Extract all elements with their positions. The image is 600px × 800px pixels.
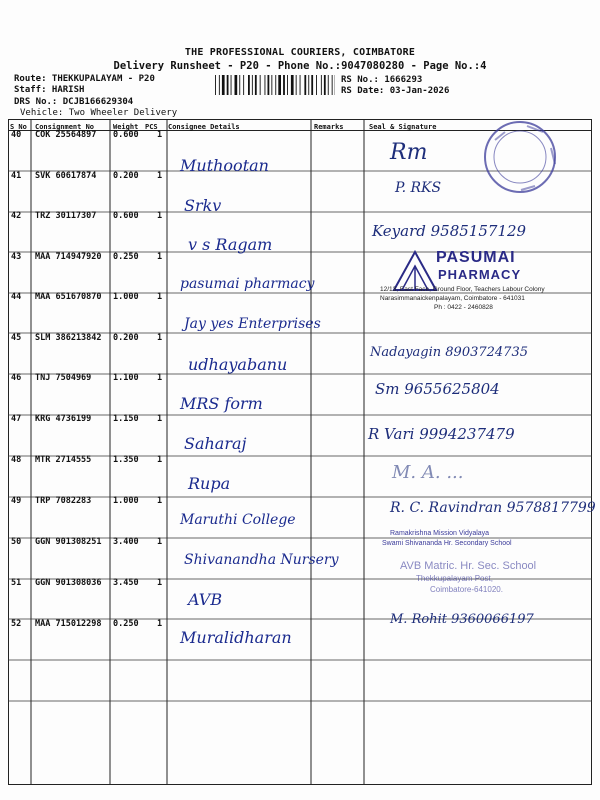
row-45-consignee: udhayabanu [188,355,288,374]
barcode-bar [328,75,329,95]
barcode-bar [248,75,250,95]
signature-row-48: M. A. ... [392,462,464,483]
signature-row-42: Keyard 9585157129 [372,222,527,240]
signature-row-41: P. RKS [395,180,442,196]
row-40-consignment-no: COK 25564897 [35,130,97,140]
row-51-consignee: AVB [188,590,223,609]
school-line-2: Swami Shivananda Hr. Secondary School [382,540,512,547]
barcode-image [215,75,335,95]
row-47-sno: 47 [11,414,22,424]
barcode-bar [321,75,322,95]
barcode-bar [275,75,276,95]
row-46-consignment-no: TNJ 7504969 [35,373,92,383]
rs-date-field: RS Date: 03-Jan-2026 [341,86,450,96]
row-43-sno: 43 [11,252,22,262]
barcode-bar [268,75,270,95]
col-header-consignee: Consignee Details [168,123,240,131]
route-field: Route: THEKKUPALAYAM - P20 [14,74,155,84]
row-42-weight: 0.600 [113,211,139,221]
row-40-consignee: Muthootan [180,156,269,175]
row-48-weight: 1.350 [113,455,139,465]
row-46-consignee: MRS form [180,394,263,413]
col-header-sno: S No [10,123,27,131]
col-header-seal: Seal & Signature [369,123,437,131]
row-50-consignee: Shivanandha Nursery [184,552,339,568]
barcode-bar [260,75,261,95]
row-52-pcs: 1 [157,619,163,629]
barcode-bar [283,75,285,95]
barcode-bar [304,75,306,95]
row-46-weight: 1.100 [113,373,139,383]
row-50-weight: 3.400 [113,537,139,547]
row-43-consignee: pasumai pharmacy [180,276,315,292]
barcode-bar [239,75,240,95]
row-46-sno: 46 [11,373,22,383]
vehicle-field: Vehicle: Two Wheeler Delivery [20,108,178,118]
row-44-consignment-no: MAA 651670870 [35,292,102,302]
row-49-pcs: 1 [157,496,163,506]
barcode-bar [235,75,238,95]
col-header-remarks: Remarks [314,123,344,131]
barcode-bar [278,75,281,95]
row-49-consignment-no: TRP 7082283 [35,496,92,506]
barcode-bar [332,75,333,95]
row-52-weight: 0.250 [113,619,139,629]
runsheet-subtitle: Delivery Runsheet - P20 - Phone No.:9047080280 - Page No.:4 [113,60,487,72]
row-47-consignee: Saharaj [184,434,247,453]
col-header-consignment: Consignment No [35,123,95,131]
row-44-pcs: 1 [157,292,163,302]
row-45-weight: 0.200 [113,333,139,343]
school-line-1: Ramakrishna Mission Vidyalaya [390,530,490,537]
pasumai-address-2: Narasimmanaickenpalayam, Coimbatore - 641031 [380,295,525,302]
row-40-pcs: 1 [157,130,163,140]
row-44-weight: 1.000 [113,292,139,302]
row-50-pcs: 1 [157,537,163,547]
row-47-consignment-no: KRG 4736199 [35,414,92,424]
row-44-sno: 44 [11,292,22,302]
row-48-consignment-no: MTR 2714555 [35,455,92,465]
pasumai-pharmacy-stamp [378,240,593,312]
signature-row-46: Sm 9655625804 [375,380,500,398]
barcode-bar [231,75,232,95]
row-45-consignment-no: SLM 386213842 [35,333,102,343]
row-52-sno: 52 [11,619,22,629]
signature-row-47: R Vari 9994237479 [368,425,515,443]
row-41-pcs: 1 [157,171,163,181]
row-47-pcs: 1 [157,414,163,424]
barcode-bar [222,75,225,95]
rs-no-field: RS No.: 1666293 [341,75,423,85]
barcode-bar [324,75,326,95]
row-43-consignment-no: MAA 714947920 [35,252,102,262]
barcode-bar [291,75,294,95]
row-51-weight: 3.450 [113,578,139,588]
row-45-pcs: 1 [157,333,163,343]
row-48-consignee: Rupa [188,474,231,493]
staff-field: Staff: HARISH [14,85,85,95]
barcode-bar [252,75,253,95]
col-header-weight: Weight [113,123,139,131]
school-stamp [380,530,592,610]
row-49-consignee: Maruthi College [180,512,296,528]
row-43-weight: 0.250 [113,252,139,262]
barcode-bar [311,75,313,95]
row-52-consignment-no: MAA 715012298 [35,619,102,629]
row-50-sno: 50 [11,537,22,547]
row-49-sno: 49 [11,496,22,506]
row-45-sno: 45 [11,333,22,343]
row-48-pcs: 1 [157,455,163,465]
barcode-bar [287,75,288,95]
row-52-consignee: Muralidharan [180,628,292,647]
barcode-bar [300,75,301,95]
row-51-sno: 51 [11,578,22,588]
barcode-bar [308,75,309,95]
row-40-sno: 40 [11,130,22,140]
pasumai-address-1: 12/13, East Face, Ground Floor, Teachers Labour Colony [380,286,545,293]
row-43-pcs: 1 [157,252,163,262]
school-line-3: AVB Matric. Hr. Sec. School [400,560,537,572]
barcode-bar [271,75,272,95]
row-42-pcs: 1 [157,211,163,221]
row-44-consignee: Jay yes Enterprises [184,316,321,332]
pasumai-title-1: PASUMAI [436,249,516,266]
barcode-bar [219,75,220,95]
row-40-weight: 0.600 [113,130,139,140]
barcode-bar [255,75,257,95]
row-41-sno: 41 [11,171,22,181]
row-42-consignee: v s Ragam [188,235,273,254]
barcode-bar [265,75,266,95]
barcode-bar [316,75,317,95]
col-header-pcs: PCS [145,123,158,131]
row-42-sno: 42 [11,211,22,221]
runsheet-title: THE PROFESSIONAL COURIERS, COIMBATORE [184,47,416,58]
row-48-sno: 48 [11,455,22,465]
row-47-weight: 1.150 [113,414,139,424]
signature-row-49: R. C. Ravindran 9578817799 [390,500,596,516]
row-51-pcs: 1 [157,578,163,588]
school-line-5: Coimbatore-641020. [430,585,503,594]
row-50-consignment-no: GGN 901308251 [35,537,102,547]
signature-row-52: M. Rohit 9360066197 [390,612,534,627]
row-51-consignment-no: GGN 901308036 [35,578,102,588]
school-line-4: Thekkupalayam Post, [416,574,493,583]
barcode-bar [215,75,216,95]
row-49-weight: 1.000 [113,496,139,506]
signature-row-45: Nadayagin 8903724735 [370,345,528,360]
round-stamp-image [465,118,575,196]
row-41-consignment-no: SVK 60617874 [35,171,97,181]
barcode-bar [243,75,244,95]
row-46-pcs: 1 [157,373,163,383]
signature-row-40: Rm [390,140,428,165]
drs-field: DRS No.: DCJB166629304 [14,97,134,107]
pasumai-phone: Ph : 0422 - 2460828 [434,304,493,311]
barcode-bar [227,75,229,95]
pasumai-title-2: PHARMACY [438,267,522,282]
barcode-bar [296,75,297,95]
row-41-weight: 0.200 [113,171,139,181]
row-42-consignment-no: TRZ 30117307 [35,211,97,221]
row-41-consignee: Srkv [184,196,222,215]
